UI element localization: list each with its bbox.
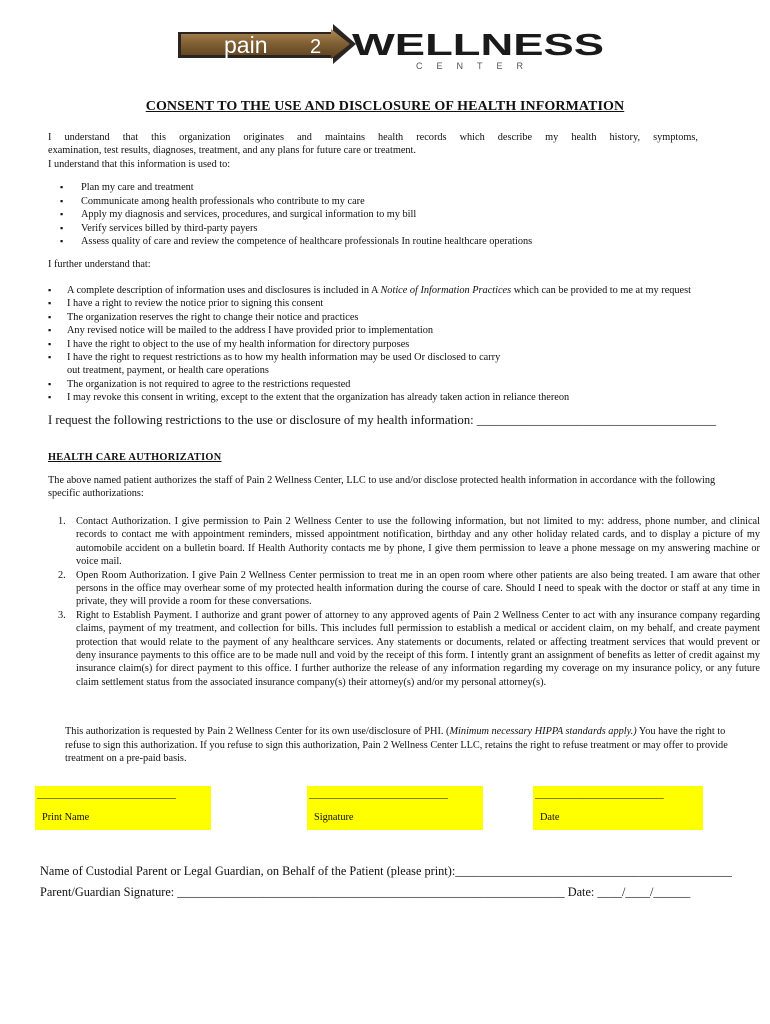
authorization-note: This authorization is requested by Pain 2 Wellness Center for its own use/disclosure of PHI. (Minimum necessary HIPPA standards apply.) You have the right to refuse to sign this authorization. If you refuse to sign this authorization, Pain 2 Wellness Center LLC, retains the right to refuse treatment or may offer to provide treatment on a pre-paid basis.: [65, 726, 728, 765]
date-field[interactable]: _________________________ Date: [533, 786, 703, 830]
list-item: ▪ The organization is not required to agree to the restrictions requested: [48, 378, 768, 391]
list-item-continuation: out treatment, payment, or health care operations: [67, 365, 269, 377]
list-item: ▪ Verify services billed by third-party payers: [60, 222, 532, 236]
list-item: ▪ Apply my diagnosis and services, procedures, and surgical information to my bill: [60, 208, 532, 222]
list-item: ▪ I have a right to review the notice prior to signing this consent: [48, 297, 768, 310]
print-name-field[interactable]: ___________________________ Print Name: [35, 786, 211, 830]
understandings-list: [48, 284, 768, 405]
notice-title: Notice of Information Practices: [380, 285, 512, 296]
logo-word-wellness: WELLNESS: [352, 27, 604, 62]
list-item: ▪ I have the right to object to the use of my health information for directory purposes: [48, 338, 768, 351]
print-name-label: Print Name: [42, 812, 90, 823]
further-understand-heading: I further understand that:: [48, 259, 151, 270]
list-item: ▪ Plan my care and treatment: [60, 181, 532, 195]
authorization-item: 1. Contact Authorization. I give permission to Pain 2 Wellness Center to use the following information, but not limited to my: address, phone number, and clinical records to contact me with appointment reminders, missed appointment notification, birthday and any other holiday related cards, and to display a picture of my automobile accident on a bulletin board. If Health Authority contacts me by phone, I give them permission to leave a phone message on my answering machine or voice mail.: [58, 516, 760, 568]
health-care-authorization-heading: HEALTH CARE AUTHORIZATION: [48, 452, 222, 463]
information-uses-list: [60, 181, 532, 249]
signature-field[interactable]: ___________________________ Signature: [307, 786, 483, 830]
restrictions-request-field[interactable]: I request the following restrictions to the use or disclosure of my health information: ______________________________________: [48, 413, 717, 427]
list-item: ▪ The organization reserves the right to change their notice and practices: [48, 311, 768, 324]
pain-2-wellness-logo: [178, 24, 608, 72]
authorization-intro: The above named patient authorizes the staff of Pain 2 Wellness Center, LLC to use and/or disclose protected health information in accordance with the following specific authorizations:: [48, 475, 716, 500]
logo-word-pain: pain: [224, 32, 268, 58]
intro-line-3: I understand that this information is used to:: [48, 158, 231, 170]
list-item: ▪ A complete description of information uses and disclosures is included in A Notice of Information Practices which can be provided to me at my request: [48, 284, 768, 297]
list-item: ▪ I may revoke this consent in writing, except to the extent that the organization has already taken action in reliance thereon: [48, 391, 768, 404]
list-item: ▪ Assess quality of care and review the competence of healthcare professionals In routine healthcare operations: [60, 235, 532, 249]
authorization-item: 2. Open Room Authorization. I give Pain 2 Wellness Center permission to treat me in an open room where other patients are also being treated. I am aware that other persons in the office may overhear some of my protected health information during the course of care. Should I need to speak with the doctor or staff at any time in private, they will provide a room for these conversations.: [58, 569, 760, 608]
list-item: ▪ I have the right to request restrictions as to how my health information may be used Or disclosed to carry out treatment, payment, or health care operations: [48, 351, 768, 378]
intro-line-1: I understand that this organization originates and maintains health records which describe my health history, symptoms,: [48, 132, 698, 143]
date-label: Date: [540, 812, 560, 823]
list-item: ▪ Communicate among health professionals who contribute to my care: [60, 195, 532, 209]
logo-number: 2: [310, 36, 322, 58]
logo-word-center: CENTER: [416, 61, 538, 71]
signature-label: Signature: [314, 812, 354, 823]
guardian-name-field[interactable]: Name of Custodial Parent or Legal Guardian, on Behalf of the Patient (please print):_____________________________________________: [40, 864, 732, 878]
intro-line-2: examination, test results, diagnoses, treatment, and any plans for future care or treatment.: [48, 145, 416, 157]
document-title: CONSENT TO THE USE AND DISCLOSURE OF HEALTH INFORMATION: [145, 99, 625, 114]
guardian-signature-field[interactable]: Parent/Guardian Signature: _______________________________________________________________ Date: ____/____/______: [40, 885, 691, 899]
intro-paragraph: [48, 131, 698, 171]
list-item: ▪ Any revised notice will be mailed to the address I have provided prior to implementation: [48, 324, 768, 337]
authorization-item: 3. Right to Establish Payment. I authorize and grant power of attorney to any approved agents of Pain 2 Wellness Center to act with any insurance company regarding claims, payment of my treatment, and collection for bills. This includes full permission to establish a medical or accident claim, on my behalf, and create payment protection that would relate to the payment of any healthcare services. Any statements or documents, related or affecting treatment services that would prevent or deny insurance payments to this office are to be made null and void by the receipt of this form. I intently grant an assignment of benefits as letter of credit against my insurance claim(s) for direct payment to this office. I further authorize the release of any information regarding my coverage on my insurance policy, or any future claim settlement status from the associated insurance company(s) their attorney(s) and/or my personal attorney(s).: [58, 609, 760, 688]
authorizations-list: [58, 515, 760, 689]
